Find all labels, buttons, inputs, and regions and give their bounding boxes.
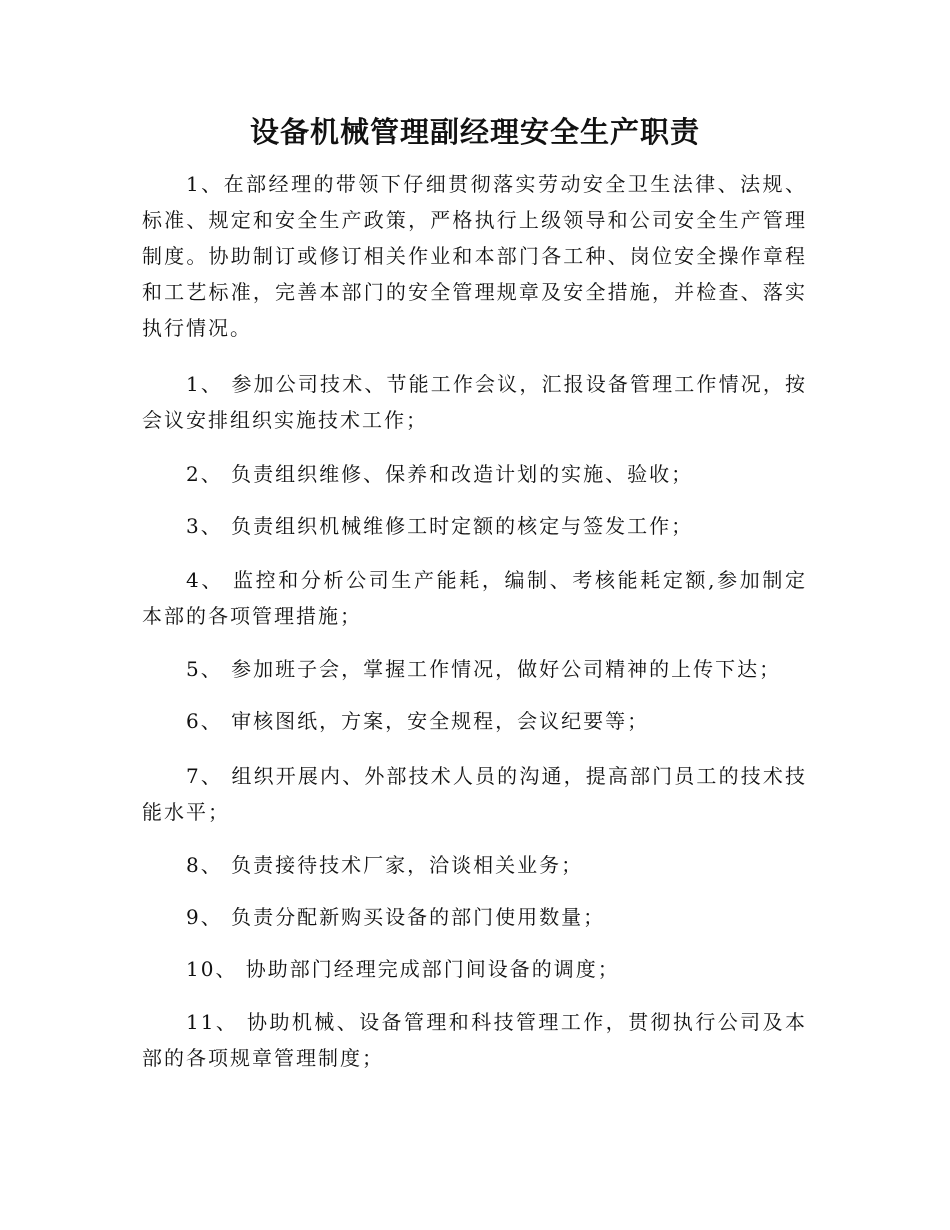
paragraph-item-5: 5、 参加班子会，掌握工作情况，做好公司精神的上传下达； — [186, 657, 782, 681]
paragraph-item-3: 3、 负责组织机械维修工时定额的核定与签发工作； — [186, 514, 694, 538]
paragraph-item-11: 11、 协助机械、设备管理和科技管理工作，贯彻执行公司及本部的各项规章管理制度； — [142, 1010, 807, 1070]
paragraph-intro: 1、在部经理的带领下仔细贯彻落实劳动安全卫生法律、法规、标准、规定和安全生产政策，严格执行上级领导和公司安全生产管理制度。协助制订或修订相关作业和本部门各工种、岗位安全操作章程和工艺标准，完善本部门的安全管理规章及安全措施，并检查、落实执行情况。 — [142, 172, 807, 340]
paragraph-item-4: 4、 监控和分析公司生产能耗，编制、考核能耗定额,参加制定本部的各项管理措施； — [142, 568, 807, 628]
paragraph-item-1: 1、 参加公司技术、节能工作会议，汇报设备管理工作情况，按会议安排组织实施技术工作； — [142, 372, 807, 432]
paragraph-item-10: 10、 协助部门经理完成部门间设备的调度； — [186, 957, 620, 981]
paragraph-item-9: 9、 负责分配新购买设备的部门使用数量； — [186, 905, 606, 929]
paragraph-item-2: 2、 负责组织维修、保养和改造计划的实施、验收； — [186, 462, 694, 486]
paragraph-item-8: 8、 负责接待技术厂家，洽谈相关业务； — [186, 853, 584, 877]
document-title: 设备机械管理副经理安全生产职责 — [249, 115, 700, 149]
paragraph-item-6: 6、 审核图纸，方案，安全规程，会议纪要等； — [186, 709, 650, 733]
paragraph-item-7: 7、 组织开展内、外部技术人员的沟通，提高部门员工的技术技能水平； — [142, 764, 807, 824]
